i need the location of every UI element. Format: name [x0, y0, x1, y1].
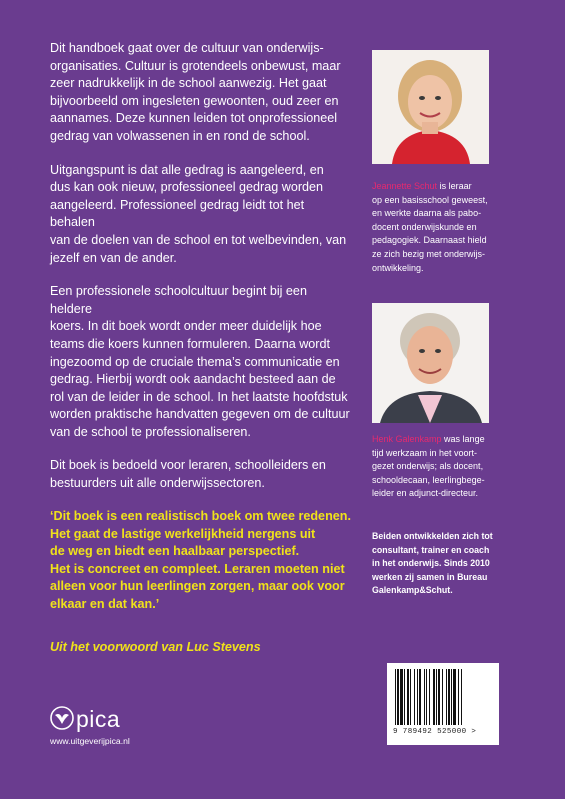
joint-author-bio: Beiden ontwikkelden zich tot consultant, trainer en coach in het onderwijs. Sinds 2010 werken zij samen in Bureau Galenkamp&Schut. — [372, 531, 493, 596]
publisher-logo — [50, 706, 170, 756]
author-bio-henk — [372, 433, 522, 501]
description-paragraph-3: Een professionele schoolcultuur begint bij een heldere koers. In dit boek wordt onder meer duidelijk hoe teams die koers kunnen formuleren. Daarna wordt ingezoomd op de cruciale thema’s communicatie en gedrag. Hierbij wordt ook aandacht besteed aan de rol van de leider in de school. In het laatste hoofdstuk worden praktische handvatten gegeven om de cultuur van de school te professionaliseren. — [50, 284, 350, 439]
pica-bird-icon — [50, 706, 74, 730]
description-paragraph-2: Uitgangspunt is dat alle gedrag is aangeleerd, en dus kan ook nieuw, professioneel gedrag worden aangeleerd. Professioneel gedrag leidt tot het behalen van de doelen van de school en tot welbevinden, van jezelf en van de ander. — [50, 162, 347, 265]
author-bio-text-henk: was lange tijd werkzaam in het voort- gezet onderwijs; als docent, schooldecaan, leerlingbege- leider en adjunct-directeur. — [372, 434, 485, 499]
author-bio-jeannette — [372, 180, 522, 275]
publisher-url: www.uitgeverijpica.nl — [50, 736, 130, 746]
isbn-barcode — [387, 663, 499, 745]
author-photo-henk — [372, 303, 489, 423]
portrait-man-image — [372, 303, 489, 423]
description-paragraph-4: Dit boek is bedoeld voor leraren, schoolleiders en bestuurders uit alle onderwijssectoren. — [50, 458, 326, 491]
barcode-bars-icon — [393, 669, 493, 727]
isbn-number: 9 789492 525000 > — [393, 728, 477, 736]
foreword-quote: ‘Dit boek is een realistisch boek om twee redenen. Het gaat de lastige werkelijkheid nergens uit de weg en biedt een haalbaar perspectief. Het is concreet en compleet. Leraren moeten niet alleen voor hun leerlingen zorgen, maar ook voor elkaar en dat kan.’ — [50, 509, 351, 611]
author-name-jeannette: Jeannette Schut — [372, 181, 438, 191]
back-cover-description — [50, 40, 350, 509]
author-bio-text-jeannette: is leraar op een basisschool geweest, en werkte daarna als pabo- docent onderwijskunde en pedagogiek. Daarnaast hield ze zich bezig met onderwijs- ontwikkeling. — [372, 181, 488, 273]
quote-source: Uit het voorwoord van Luc Stevens — [50, 640, 261, 654]
author-photo-jeannette — [372, 50, 489, 164]
publisher-name: pica — [76, 706, 121, 732]
portrait-woman-image — [372, 50, 489, 164]
author-name-henk: Henk Galenkamp — [372, 434, 442, 444]
description-paragraph-1: Dit handboek gaat over de cultuur van onderwijs- organisaties. Cultuur is grotendeels onbewust, maar zeer nadrukkelijk in de school aanwezig. Het gaat bijvoorbeeld om ingesleten gewoonten, oud zeer en aannames. Deze kunnen leiden tot onprofessioneel gedrag van volwassenen in en rond de school. — [50, 41, 341, 143]
